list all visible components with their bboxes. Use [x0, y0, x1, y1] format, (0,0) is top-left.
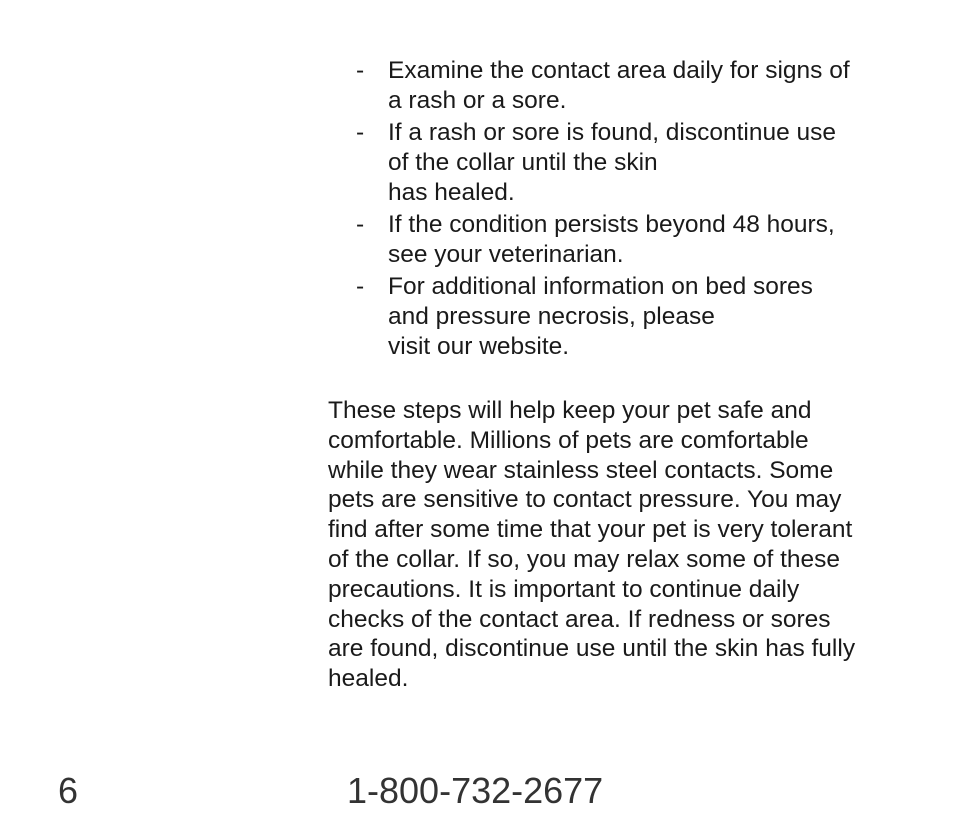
bullet-text — [388, 56, 896, 116]
paragraph-line: while they wear stainless steel contacts. Some — [328, 456, 834, 484]
text-line: see your veterinarian. — [388, 241, 624, 268]
bullet-text — [388, 210, 896, 270]
text-line: If the condition persists beyond 48 hours, — [388, 211, 835, 238]
text-line: of the collar until the skin — [388, 149, 658, 176]
paragraph-line: checks of the contact area. If redness or sores — [328, 605, 831, 633]
text-line: If a rash or sore is found, discontinue use — [388, 119, 837, 146]
paragraph-line: These steps will help keep your pet safe and — [328, 397, 812, 424]
list-item — [356, 118, 896, 208]
list-item — [356, 210, 896, 270]
paragraph-line: healed. — [328, 665, 409, 693]
text-line: a rash or a sore. — [388, 87, 567, 114]
instruction-list — [356, 56, 896, 364]
bullet-text — [388, 272, 896, 362]
body-paragraph — [328, 396, 908, 694]
bullet-dash: - — [356, 119, 365, 146]
text-line: For additional information on bed sores — [388, 273, 813, 300]
bullet-dash: - — [356, 211, 365, 238]
paragraph-line: of the collar. If so, you may relax some of these — [328, 545, 841, 573]
bullet-dash: - — [356, 57, 365, 84]
paragraph-line: comfortable. Millions of pets are comfortable — [328, 426, 809, 454]
paragraph-line: pets are sensitive to contact pressure. You may — [328, 486, 842, 514]
paragraph-line: are found, discontinue use until the skin has fully — [328, 635, 856, 663]
list-item — [356, 56, 896, 116]
phone-number: 1-800-732-2677 — [347, 770, 604, 811]
page-number: 6 — [58, 770, 79, 811]
paragraph-line: precautions. It is important to continue daily — [328, 575, 800, 603]
text-line: visit our website. — [388, 333, 570, 360]
paragraph-line: find after some time that your pet is very tolerant — [328, 516, 853, 544]
bullet-text — [388, 118, 896, 208]
bullet-dash: - — [356, 273, 365, 300]
list-item — [356, 272, 896, 362]
text-line: Examine the contact area daily for signs of — [388, 57, 850, 84]
text-line: has healed. — [388, 179, 515, 206]
text-line: and pressure necrosis, please — [388, 303, 715, 330]
